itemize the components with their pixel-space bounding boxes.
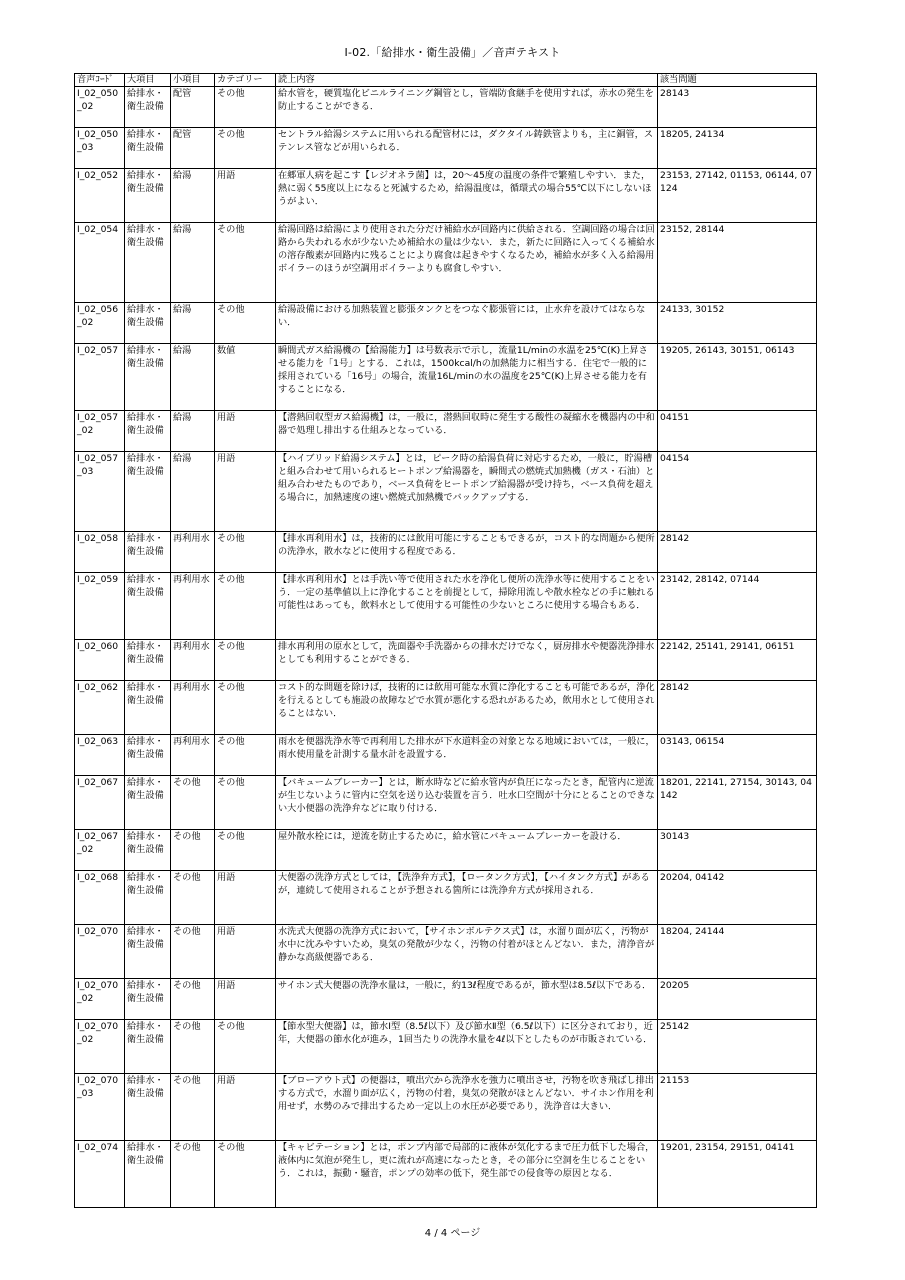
cell-text: 【節水型大便器】は，節水Ⅰ型（8.5ℓ以下）及び節水Ⅱ型（6.5ℓ以下）に区分されており，近年，大便器の節水化が進み，1回当たりの洗浄水量を4ℓ以下としたものが市販されている． <box>276 1020 658 1074</box>
cell-text: 排水再利用の原水として，洗面器や手洗器からの排水だけでなく，厨房排水や便器洗浄排水としても利用することができる． <box>276 640 658 681</box>
cell-category: その他 <box>215 681 276 735</box>
cell-category: 用語 <box>215 979 276 1020</box>
table-row <box>75 1020 817 1074</box>
cell-code: I_02_057_03 <box>75 452 125 532</box>
cell-text: 【ハイブリッド給湯システム】とは，ピーク時の給湯負荷に対応するため，一般に，貯湯槽と組み合わせて用いられるヒートポンプ給湯器を，瞬間式の燃焼式加熱機（ガス・石油）と組み合わせたものであり，ベース負荷をヒートポンプ給湯器が受け持ち，ベース負荷を超える場合に，加熱速度の速い燃焼式加熱機でバックアップする． <box>276 452 658 532</box>
cell-code: I_02_063 <box>75 735 125 776</box>
cell-refs: 25142 <box>658 1020 817 1074</box>
cell-minor: その他 <box>171 1141 215 1208</box>
cell-category: 数値 <box>215 344 276 411</box>
table-row <box>75 411 817 452</box>
cell-code: I_02_052 <box>75 169 125 223</box>
cell-minor: 配管 <box>171 87 215 128</box>
cell-major: 給排水・衛生設備 <box>125 411 171 452</box>
cell-code: I_02_054 <box>75 223 125 303</box>
cell-text: 給水管を，硬質塩化ビニルライニング鋼管とし，管端防食継手を使用すれば，赤水の発生を防止することができる． <box>276 87 658 128</box>
table-row <box>75 925 817 979</box>
cell-refs: 19205, 26143, 30151, 06143 <box>658 344 817 411</box>
cell-code: I_02_050_02 <box>75 87 125 128</box>
cell-major: 給排水・衛生設備 <box>125 979 171 1020</box>
cell-code: I_02_056_02 <box>75 303 125 344</box>
cell-text: サイホン式大便器の洗浄水量は，一般に，約13ℓ程度であるが，節水型は8.5ℓ以下である． <box>276 979 658 1020</box>
column-header-refs: 該当問題 <box>658 74 817 87</box>
cell-refs: 18201, 22141, 27154, 30143, 04142 <box>658 776 817 830</box>
cell-refs: 28142 <box>658 681 817 735</box>
cell-minor: その他 <box>171 830 215 871</box>
cell-major: 給排水・衛生設備 <box>125 128 171 169</box>
cell-refs: 04151 <box>658 411 817 452</box>
cell-text: セントラル給湯システムに用いられる配管材には，ダクタイル鋳鉄管よりも，主に銅管，ステンレス管などが用いられる． <box>276 128 658 169</box>
table-row <box>75 169 817 223</box>
cell-major: 給排水・衛生設備 <box>125 452 171 532</box>
cell-refs: 21153 <box>658 1074 817 1141</box>
cell-text: 【潜熱回収型ガス給湯機】は，一般に，潜熱回収時に発生する酸性の凝縮水を機器内の中和器で処理し排出する仕組みとなっている． <box>276 411 658 452</box>
table-row <box>75 979 817 1020</box>
voice-text-table <box>74 73 817 1208</box>
cell-code: I_02_050_03 <box>75 128 125 169</box>
cell-minor: 再利用水 <box>171 640 215 681</box>
table-row <box>75 87 817 128</box>
table-row <box>75 1141 817 1208</box>
cell-major: 給排水・衛生設備 <box>125 735 171 776</box>
cell-refs: 18205, 24134 <box>658 128 817 169</box>
table-body <box>75 87 817 1208</box>
cell-major: 給排水・衛生設備 <box>125 1074 171 1141</box>
cell-major: 給排水・衛生設備 <box>125 925 171 979</box>
table-row <box>75 452 817 532</box>
cell-minor: 再利用水 <box>171 532 215 573</box>
cell-refs: 19201, 23154, 29151, 04141 <box>658 1141 817 1208</box>
table-header-row <box>75 74 817 87</box>
cell-category: その他 <box>215 1020 276 1074</box>
cell-minor: 給湯 <box>171 303 215 344</box>
cell-text: 雨水を便器洗浄水等で再利用した排水が下水道料金の対象となる地域においては，一般に，雨水使用量を計測する量水計を設置する． <box>276 735 658 776</box>
cell-refs: 20204, 04142 <box>658 871 817 925</box>
table-row <box>75 640 817 681</box>
cell-category: 用語 <box>215 411 276 452</box>
cell-minor: 配管 <box>171 128 215 169</box>
cell-major: 給排水・衛生設備 <box>125 87 171 128</box>
cell-refs: 23152, 28144 <box>658 223 817 303</box>
cell-code: I_02_070_02 <box>75 979 125 1020</box>
cell-code: I_02_074 <box>75 1141 125 1208</box>
cell-refs: 28143 <box>658 87 817 128</box>
cell-refs: 24133, 30152 <box>658 303 817 344</box>
table-row <box>75 344 817 411</box>
cell-major: 給排水・衛生設備 <box>125 169 171 223</box>
cell-text: 【バキュームブレーカー】とは，断水時などに給水管内が負圧になったとき，配管内に逆流が生じないように管内に空気を送り込む装置を言う．吐水口空間が十分にとることのできない大小便器の洗浄弁などに取り付ける． <box>276 776 658 830</box>
cell-minor: 給湯 <box>171 169 215 223</box>
cell-text: 在郷軍人病を起こす【レジオネラ菌】は，20〜45度の温度の条件で繁殖しやすい．また，熱に弱く55度以上になると死滅するため，給湯温度は，循環式の場合55℃以下にしないほうがよい． <box>276 169 658 223</box>
cell-category: その他 <box>215 128 276 169</box>
cell-category: その他 <box>215 1141 276 1208</box>
cell-code: I_02_058 <box>75 532 125 573</box>
cell-text: 給湯設備における加熱装置と膨張タンクとをつなぐ膨張管には，止水弁を設けてはならない． <box>276 303 658 344</box>
cell-major: 給排水・衛生設備 <box>125 640 171 681</box>
table-row <box>75 735 817 776</box>
cell-text: 屋外散水栓には，逆流を防止するために，給水管にバキュームブレーカーを設ける． <box>276 830 658 871</box>
table-row <box>75 776 817 830</box>
cell-major: 給排水・衛生設備 <box>125 871 171 925</box>
cell-text: コスト的な問題を除けば，技術的には飲用可能な水質に浄化することも可能であるが，浄化を行えるとしても施設の故障などで水質が悪化する恐れがあるため，飲用水として使用されることはない． <box>276 681 658 735</box>
cell-category: その他 <box>215 735 276 776</box>
cell-major: 給排水・衛生設備 <box>125 344 171 411</box>
cell-category: その他 <box>215 640 276 681</box>
table-row <box>75 128 817 169</box>
cell-minor: 給湯 <box>171 344 215 411</box>
cell-category: 用語 <box>215 925 276 979</box>
cell-code: I_02_057 <box>75 344 125 411</box>
cell-major: 給排水・衛生設備 <box>125 1141 171 1208</box>
document-title: I-02.「給排水・衛生設備」／音声テキスト <box>344 46 561 59</box>
cell-refs: 03143, 06154 <box>658 735 817 776</box>
cell-text: 大便器の洗浄方式としては，【洗浄弁方式】，【ロータンク方式】，【ハイタンク方式】があるが，連続して使用されることが予想される箇所には洗浄弁方式が採用される． <box>276 871 658 925</box>
cell-code: I_02_059 <box>75 573 125 640</box>
cell-category: その他 <box>215 830 276 871</box>
cell-category: 用語 <box>215 871 276 925</box>
column-header-major: 大項目 <box>125 74 171 87</box>
cell-refs: 20205 <box>658 979 817 1020</box>
cell-code: I_02_070_02 <box>75 1020 125 1074</box>
cell-category: その他 <box>215 776 276 830</box>
cell-refs: 04154 <box>658 452 817 532</box>
cell-refs: 23142, 28142, 07144 <box>658 573 817 640</box>
cell-category: その他 <box>215 573 276 640</box>
table-row <box>75 1074 817 1141</box>
cell-major: 給排水・衛生設備 <box>125 1020 171 1074</box>
cell-text: 瞬間式ガス給湯機の【給湯能力】は号数表示で示し，流量1L/minの水温を25℃(K)上昇させる能力を「1号」とする．これは，1500kcal/hの加熱能力に相当する．住宅で一般的に採用されている「16号」の場合，流量16L/minの水の温度を25℃(K)上昇させる能力を有することになる． <box>276 344 658 411</box>
column-header-minor: 小項目 <box>171 74 215 87</box>
table-row <box>75 303 817 344</box>
cell-major: 給排水・衛生設備 <box>125 223 171 303</box>
table-row <box>75 871 817 925</box>
cell-refs: 23153, 27142, 01153, 06144, 07124 <box>658 169 817 223</box>
cell-text: 給湯回路は給湯により使用された分だけ補給水が回路内に供給される．空調回路の場合は回路から失われる水が少ないため補給水の量は少ない．また，新たに回路に入ってくる補給水の溶存酸素が回路内に残ることにより腐食は起きやすくなるため，補給水が多く入る給湯用ボイラーのほうが空調用ボイラーよりも腐食しやすい． <box>276 223 658 303</box>
cell-minor: その他 <box>171 776 215 830</box>
table-row <box>75 573 817 640</box>
cell-major: 給排水・衛生設備 <box>125 573 171 640</box>
cell-minor: 再利用水 <box>171 573 215 640</box>
cell-minor: 給湯 <box>171 223 215 303</box>
cell-minor: その他 <box>171 979 215 1020</box>
cell-category: その他 <box>215 223 276 303</box>
cell-text: 【排水再利用水】とは手洗い等で使用された水を浄化し便所の洗浄水等に使用することをいう．一定の基準値以上に浄化することを前提として，掃除用流しや散水栓などの手に触れる可能性はあっても，飲料水として使用する可能性の少ないところに使用する場合もある． <box>276 573 658 640</box>
cell-category: 用語 <box>215 169 276 223</box>
column-header-text: 読上内容 <box>276 74 658 87</box>
cell-refs: 28142 <box>658 532 817 573</box>
cell-major: 給排水・衛生設備 <box>125 303 171 344</box>
cell-major: 給排水・衛生設備 <box>125 830 171 871</box>
cell-category: その他 <box>215 303 276 344</box>
cell-minor: 再利用水 <box>171 735 215 776</box>
table-row <box>75 681 817 735</box>
cell-text: 【キャビテーション】とは，ポンプ内部で局部的に液体が気化するまで圧力低下した場合，液体内に気泡が発生し，更に流れが高速になったとき，その部分に空洞を生じることをいう．これは，振動・騒音，ポンプの効率の低下，発生部での侵食等の原因となる． <box>276 1141 658 1208</box>
column-header-code: 音声ｺｰﾄﾞ <box>75 74 125 87</box>
cell-minor: その他 <box>171 871 215 925</box>
cell-minor: その他 <box>171 1020 215 1074</box>
page-number: 4 / 4 ページ <box>424 1228 481 1239</box>
cell-major: 給排水・衛生設備 <box>125 776 171 830</box>
cell-code: I_02_070_03 <box>75 1074 125 1141</box>
cell-minor: その他 <box>171 1074 215 1141</box>
cell-minor: その他 <box>171 925 215 979</box>
cell-code: I_02_067_02 <box>75 830 125 871</box>
cell-code: I_02_067 <box>75 776 125 830</box>
cell-category: 用語 <box>215 452 276 532</box>
cell-code: I_02_068 <box>75 871 125 925</box>
cell-category: その他 <box>215 87 276 128</box>
table-row <box>75 532 817 573</box>
cell-code: I_02_060 <box>75 640 125 681</box>
cell-refs: 18204, 24144 <box>658 925 817 979</box>
cell-major: 給排水・衛生設備 <box>125 532 171 573</box>
cell-minor: 給湯 <box>171 452 215 532</box>
cell-refs: 22142, 25141, 29141, 06151 <box>658 640 817 681</box>
column-header-category: カテゴリー <box>215 74 276 87</box>
cell-refs: 30143 <box>658 830 817 871</box>
cell-text: 【ブローアウト式】の便器は，噴出穴から洗浄水を強力に噴出させ，汚物を吹き飛ばし排出する方式で，水溜り面が広く，汚物の付着，臭気の発散がほとんどない．サイホン作用を利用せず，水勢のみで排出するため一定以上の水圧が必要であり，洗浄音は大きい． <box>276 1074 658 1141</box>
cell-text: 水洗式大便器の洗浄方式において，【サイホンボルテクス式】は，水溜り面が広く，汚物が水中に沈みやすいため，臭気の発散が少なく，汚物の付着がほとんどない．また，清浄音が静かな高級便器である． <box>276 925 658 979</box>
cell-minor: 再利用水 <box>171 681 215 735</box>
cell-category: 用語 <box>215 1074 276 1141</box>
cell-category: その他 <box>215 532 276 573</box>
table-row <box>75 223 817 303</box>
cell-code: I_02_070 <box>75 925 125 979</box>
cell-code: I_02_062 <box>75 681 125 735</box>
table-row <box>75 830 817 871</box>
cell-code: I_02_057_02 <box>75 411 125 452</box>
cell-text: 【排水再利用水】は，技術的には飲用可能にすることもできるが，コスト的な問題から便所の洗浄水，散水などに使用する程度である． <box>276 532 658 573</box>
cell-major: 給排水・衛生設備 <box>125 681 171 735</box>
cell-minor: 給湯 <box>171 411 215 452</box>
